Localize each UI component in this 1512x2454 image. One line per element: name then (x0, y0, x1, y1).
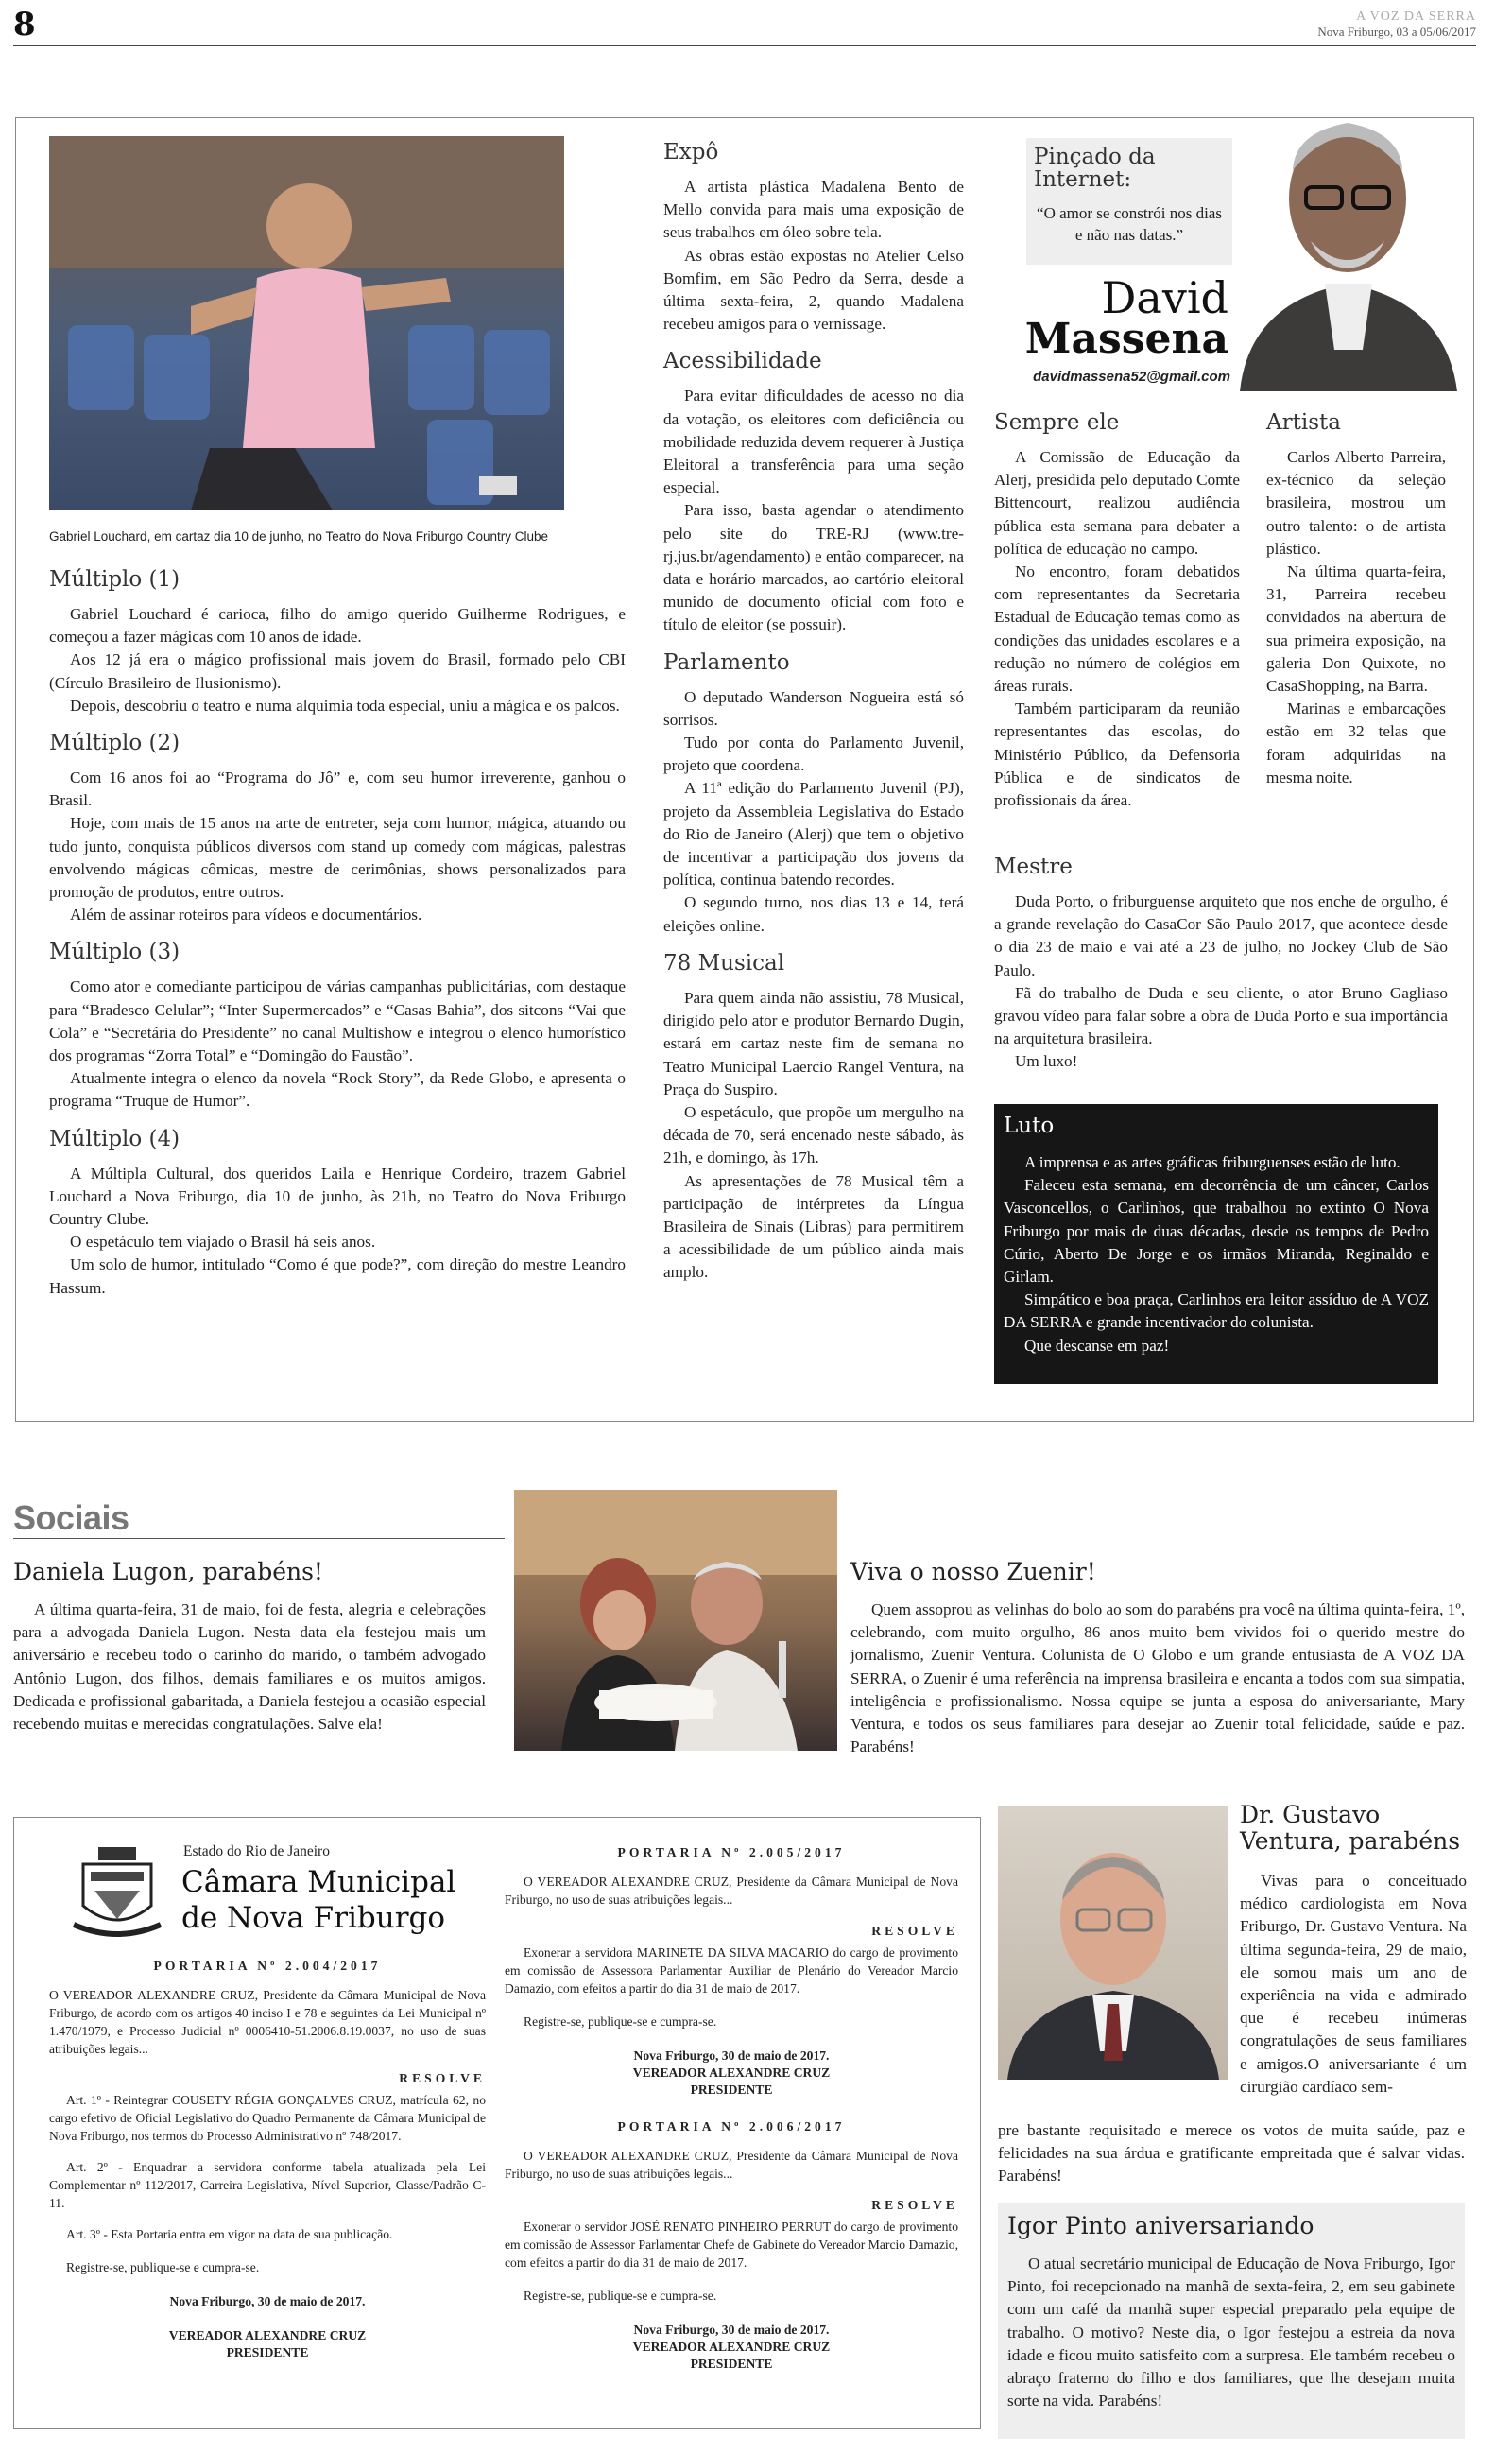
mestre-heading: Mestre (994, 855, 1073, 879)
daniela-section (13, 1558, 486, 1736)
musical-heading: 78 Musical (663, 950, 785, 976)
issue-date: Nova Friburgo, 03 a 05/06/2017 (1317, 25, 1476, 39)
camara-name-l1: Câmara Municipal (181, 1865, 456, 1899)
multiplo-2-heading: Múltiplo (2) (49, 731, 180, 756)
multiplo-1-p2: Aos 12 já era o mágico profissional mais jovem do Brasil, formado pelo CBI (Círculo Brasileiro de Ilusionismo). (49, 650, 626, 692)
musical-p3: As apresentações de 78 Musical têm a participação de intérpretes da Língua Brasileira de Sinais (Libras) para permitirem a acessibilidade de um público ainda mais amplo. (663, 1171, 964, 1282)
artista-p1: Carlos Alberto Parreira, ex-técnico da seleção brasileira, mostrou um outro talento: o de artista plástico. (1266, 448, 1446, 558)
multiplo-1-p1: Gabriel Louchard é carioca, filho do amigo querido Guilherme Rodrigues, e começou a fazer mágicas com 10 anos de idade. (49, 605, 626, 647)
multiplo-1-heading: Múltiplo (1) (49, 567, 180, 592)
luto-box (994, 1104, 1438, 1384)
columnist-name-last: Massena (1024, 315, 1228, 363)
portaria-2006-body: Exonerar o servidor JOSÉ RENATO PINHEIRO PERRUT do cargo de provimento em comissão de Assessor Parlamentar Chefe de Gabinete do Vereador Marcio Damazio, com efeitos a partir do dia 31 de maio de 2017. (505, 2220, 958, 2270)
gustavo-text-2: pre bastante requisitado e merece os votos de muita saúde, paz e felicidades na sua árdua e gratificante empreitada que é salvar vidas. Parabéns! (998, 2121, 1465, 2186)
portaria-2004-date: Nova Friburgo, 30 de maio de 2017. (169, 2294, 366, 2308)
portaria-2006-resolve: RESOLVE (871, 2198, 958, 2212)
sempre-ele-heading: Sempre ele (994, 410, 1120, 435)
header-rule (13, 45, 1476, 46)
zuenir-section (850, 1558, 1465, 1758)
columnist-photo-art (1221, 66, 1474, 391)
pincado-quote: “O amor se constrói nos dias e não nas datas.” (1037, 204, 1222, 244)
mestre-p1: Duda Porto, o friburguense arquiteto que nos enche de orgulho, é a grande revelação do CasaCor São Paulo 2017, que acontece desde o dia 23 de maio e vai até a 23 de julho, no Jockey Club de São Paulo. (994, 892, 1448, 979)
pincado-title: Pinçado da Internet: (1034, 145, 1156, 192)
portaria-2005-body: Exonerar a servidora MARINETE DA SILVA MACARIO do cargo de provimento em comissão de Assessora Parlamentar Auxiliar de Plenário do Vereador Marcio Damazio, com efeitos a partir do dia 31 de maio de 2017. (505, 1945, 958, 1996)
gustavo-photo-art (998, 1806, 1228, 2080)
portaria-2006-signer: VEREADOR ALEXANDRE CRUZ (632, 2340, 831, 2354)
portaria-2006-title: PORTARIA Nº 2.006/2017 (617, 2119, 846, 2134)
sempre-ele-p2: No encontro, foram debatidos com representantes da Secretaria Estadual de Educação temas como as condições das unidades escolares e a redução no número de colégios em áreas rurais. (994, 562, 1240, 696)
multiplo-2-p2: Hoje, com mais de 15 anos na arte de entreter, seja com humor, mágica, atuando ou tudo junto, conquista públicos diversos com stand up comedy com mágicas, palestras envolvendo mágicas cômicas, mestre de cerimônias, shows personalizados para promoção de produtos, entre outros. (49, 814, 626, 902)
portaria-2004-art2: Art. 2º - Enquadrar a servidora conforme tabela atualizada pela Lei Complementar nº 112/2017, Carreira Legislativa, Nível Superior, Classe/Padrão C-11. (49, 2160, 486, 2210)
col1-text (49, 554, 626, 1300)
portaria-2005-signer: VEREADOR ALEXANDRE CRUZ (632, 2065, 831, 2080)
sociais-rule (13, 1538, 505, 1539)
pincado-box (1026, 138, 1232, 265)
columnist-photo (1221, 66, 1474, 391)
columnist-name-first: David (1101, 272, 1228, 323)
portaria-2006-intro: O VEREADOR ALEXANDRE CRUZ, Presidente da Câmara Municipal de Nova Friburgo, no uso de suas atribuições legais... (505, 2149, 958, 2181)
gustavo-section (1240, 1870, 1467, 2099)
acessibilidade-p1: Para evitar dificuldades de acesso no dia da votação, os eleitores com deficiência ou mobilidade reduzida devem requerer à Justiça Eleitoral a transferência para uma seção especial. (663, 387, 964, 497)
daniela-text: A última quarta-feira, 31 de maio, foi de festa, alegria e celebrações para a advogada Daniela Lugon. Nesta data ela festejou mais um aniversário e recebeu todo o carinho do marido, o também advogado Antônio Lugon, dos filhos, demais familiares e os muitos amigos. Dedicada e profissional gabaritada, a Daniela festejou a ocasião especial recebendo muitas e merecidas congratulações. Salve ela! (13, 1600, 486, 1734)
zuenir-photo-art (514, 1490, 837, 1751)
sempre-ele-p1: A Comissão de Educação da Alerj, presidida pelo deputado Comte Bittencourt, realizou audiência pública esta semana para debater a política de educação no campo. (994, 448, 1240, 558)
expo-p2: As obras estão expostas no Atelier Celso Bomfim, em São Pedro da Serra, desde a última sexta-feira, 2, quando Madalena recebeu amigos para o vernissage. (663, 246, 964, 334)
zuenir-photo (514, 1490, 837, 1751)
sempre-ele-section (994, 403, 1240, 812)
multiplo-3-heading: Múltiplo (3) (49, 940, 180, 965)
page-number: 8 (13, 6, 36, 43)
gustavo-text-1: Vivas para o conceituado médico cardiologista em Nova Friburgo, Dr. Gustavo Ventura. Na última segunda-feira, 29 de maio, ele somou mais um ano de experiência na vida e admirado que é recebeu inúmeras congratulações de seus familiares e amigos.O aniversariante é um cirurgião cardíaco sem- (1240, 1872, 1467, 2096)
igor-heading: Igor Pinto aniversariando (1007, 2212, 1314, 2239)
mestre-section (994, 849, 1448, 1074)
expo-heading: Expô (663, 140, 719, 164)
multiplo-2-p3: Além de assinar roteiros para vídeos e documentários. (70, 906, 422, 925)
luto-p3: Simpático e boa praça, Carlinhos era leitor assíduo de A VOZ DA SERRA e grande incentivador do colunista. (1004, 1290, 1429, 1332)
camara-state: Estado do Rio de Janeiro (183, 1843, 330, 1859)
portaria-2005-intro: O VEREADOR ALEXANDRE CRUZ, Presidente da Câmara Municipal de Nova Friburgo, no uso de suas atribuições legais... (505, 1875, 958, 1907)
portaria-2005-role: PRESIDENTE (690, 2082, 773, 2097)
gustavo-section-cont (998, 2119, 1465, 2188)
parlamento-p3: A 11ª edição do Parlamento Juvenil (PJ), projeto da Assembleia Legislativa do Estado do Rio de Janeiro (Alerj) que tem o objetivo de incentivar a participação dos jovens da política, continua batendo recordes. (663, 779, 964, 890)
acessibilidade-heading: Acessibilidade (663, 349, 822, 374)
parlamento-p2: Tudo por conta do Parlamento Juvenil, projeto que coordena. (663, 734, 964, 775)
masthead: A VOZ DA SERRA (1356, 9, 1476, 24)
portaria-2005 (505, 1843, 958, 2373)
portaria-2005-date: Nova Friburgo, 30 de maio de 2017. (633, 2048, 830, 2063)
multiplo-4-heading: Múltiplo (4) (49, 1126, 180, 1151)
artista-p2: Na última quarta-feira, 31, Parreira recebeu convidados na abertura de sua primeira exposição, na galeria Don Quixote, no CasaShopping, na Barra. (1266, 562, 1446, 696)
zuenir-heading: Viva o nosso Zuenir! (850, 1558, 1096, 1585)
portaria-2004-resolve: RESOLVE (399, 2071, 486, 2085)
sempre-ele-p3: Também participaram da reunião representantes das escolas, do Ministério Público, da Defensoria Pública e de sindicatos de profissionais da área. (994, 700, 1240, 810)
multiplo-3-p1: Como ator e comediante participou de várias campanhas publicitárias, com destaque para “Bradesco Celular”; “Inter Supermercados” e “Casas Bahia”, dos sitcons “Vai que Cola” e “Secretária do Presidente” no canal Multishow e integrou o elenco humorístico dos programas “Zorra Total” e “Domingão do Faustão”. (49, 977, 626, 1065)
expo-p1: A artista plástica Madalena Bento de Mello convida para mais uma exposição de seus trabalhos em óleo sobre tela. (663, 178, 964, 242)
parlamento-p1: O deputado Wanderson Nogueira está só sorrisos. (663, 687, 964, 729)
gustavo-photo (998, 1806, 1228, 2080)
musical-p1: Para quem ainda não assistiu, 78 Musical, dirigido pelo ator e produtor Bernardo Dugin, estará em cartaz neste fim de semana no Teatro Municipal Laercio Rangel Ventura, na Praça do Suspiro. (663, 988, 964, 1098)
mestre-p2: Fã do trabalho de Duda e seu cliente, o ator Bruno Gagliaso gravou vídeo para falar sobre a obra de Duda Porto e sua importância na arquitetura brasileira. (994, 983, 1448, 1048)
col2-text (663, 129, 964, 1285)
zuenir-text: Quem assoprou as velinhas do bolo ao som do parabéns pra você na última quinta-feira, 1º, celebrando, com muito orgulho, 86 anos muito bem vividos foi o querido mestre do jornalismo, Zuenir Ventura. Colunista de O Globo e um grande entusiasta de A VOZ DA SERRA, o Zuenir é uma referência na imprensa brasileira e encanta a todos com sua simpatia, inteligência e profissionalismo. Nossa equipe se junta a esposa do aniversariante, Mary Ventura, e todos os seus familiares para desejar ao Zuenir total felicidade, saúde e paz. Parabéns! (850, 1600, 1465, 1756)
camara-crest (70, 1843, 164, 1944)
igor-text: O atual secretário municipal de Educação de Nova Friburgo, Igor Pinto, foi recepcionado na manhã de sexta-feira, 2, em seu gabinete com um café da manhã super especial preparado pela equipe de trabalho. O motivo? Neste dia, o Igor festejou a estreia da nova idade e ficou muito satisfeito com a surpresa. Ele também recebeu o abraço fraterno do filho e dos familiares, que lhe desejam muita sorte na vida. Parabéns! (1007, 2255, 1455, 2411)
parlamento-heading: Parlamento (663, 649, 790, 675)
portaria-2004 (49, 1957, 486, 2361)
igor-box (998, 2203, 1465, 2439)
portaria-2004-art3: Art. 3º - Esta Portaria entra em vigor na data de sua publicação. (66, 2227, 393, 2241)
portaria-2005-title: PORTARIA Nº 2.005/2017 (617, 1845, 846, 1859)
multiplo-4-p2: O espetáculo tem viajado o Brasil há seis anos. (70, 1233, 376, 1252)
artista-p3: Marinas e embarcações estão em 32 telas que foram adquiridas na mesma noite. (1266, 700, 1446, 786)
portaria-2004-intro: O VEREADOR ALEXANDRE CRUZ, Presidente da Câmara Municipal de Nova Friburgo, de acordo com os artigos 40 inciso I e 78 e seguintes da Lei Municipal nº 1.470/1979, e Processo Judicial nº 0006410-51.2006.8.19.0037, no uso de suas atribuições legais... (49, 1988, 486, 2056)
luto-p4: Que descanse em paz! (1024, 1336, 1170, 1355)
portaria-2004-registre: Registre-se, publique-se e cumpra-se. (66, 2260, 260, 2274)
columnist-email: davidmassena52@gmail.com (1033, 369, 1230, 385)
portaria-2004-role: PRESIDENTE (226, 2345, 309, 2359)
luto-p1: A imprensa e as artes gráficas friburguenses estão de luto. (1024, 1153, 1400, 1171)
sociais-label: Sociais (13, 1498, 129, 1537)
portaria-2004-title: PORTARIA Nº 2.004/2017 (153, 1959, 382, 1973)
gabriel-photo-art (49, 136, 564, 510)
multiplo-4-p1: A Múltipla Cultural, dos queridos Laila e Henrique Cordeiro, trazem Gabriel Louchard a Nova Friburgo, dia 10 de junho, às 21h, no Teatro do Nova Friburgo Country Clube. (49, 1164, 626, 1229)
portaria-2005-resolve: RESOLVE (871, 1924, 958, 1938)
parlamento-p4: O segundo turno, nos dias 13 e 14, terá eleições online. (663, 893, 964, 935)
multiplo-2-p1: Com 16 anos foi ao “Programa do Jô” e, com seu humor irreverente, ganhou o Brasil. (49, 769, 626, 810)
portaria-2004-signer: VEREADOR ALEXANDRE CRUZ (168, 2328, 367, 2342)
gabriel-photo (49, 136, 564, 510)
artista-heading: Artista (1266, 410, 1341, 435)
portaria-2004-art1: Art. 1º - Reintegrar COUSETY RÉGIA GONÇALVES CRUZ, matrícula 62, no cargo efetivo de Oficial Legislativo do Quadro Permanente da Câmara Municipal de Nova Friburgo, nos termos do Processo Administrativo nº 748/2017. (49, 2093, 486, 2143)
luto-heading: Luto (1004, 1114, 1055, 1138)
crest-icon (70, 1843, 164, 1944)
daniela-heading: Daniela Lugon, parabéns! (13, 1558, 323, 1585)
portaria-2006-role: PRESIDENTE (690, 2357, 773, 2371)
multiplo-4-p3: Um solo de humor, intitulado “Como é que pode?”, com direção do mestre Leandro Hassum. (49, 1255, 626, 1297)
multiplo-3-p2: Atualmente integra o elenco da novela “Rock Story”, da Rede Globo, e apresenta o programa “Truque de Humor”. (49, 1069, 626, 1111)
camara-name-l2: de Nova Friburgo (181, 1901, 446, 1935)
photo-caption: Gabriel Louchard, em cartaz dia 10 de junho, no Teatro do Nova Friburgo Country Clube (49, 529, 549, 544)
multiplo-1-p3: Depois, descobriu o teatro e numa alquimia toda especial, uniu a mágica e os palcos. (70, 696, 620, 715)
portaria-2006-date: Nova Friburgo, 30 de maio de 2017. (633, 2323, 830, 2337)
mestre-p3: Um luxo! (1015, 1052, 1078, 1071)
musical-p2: O espetáculo, que propõe um mergulho na década de 70, será encenado neste sábado, às 21h, e domingo, às 17h. (663, 1102, 964, 1167)
portaria-2006-registre: Registre-se, publique-se e cumpra-se. (524, 2289, 717, 2303)
luto-p2: Faleceu esta semana, em decorrência de um câncer, Carlos Vasconcellos, o Carlinhos, que trabalhou no extinto O Nova Friburgo por mais de duas décadas, desde os tempos de Pedro Cúrio, Aberto De Jorge e os irmãos Miranda, Reginaldo e Girlam. (1004, 1176, 1429, 1287)
portaria-2005-registre: Registre-se, publique-se e cumpra-se. (524, 2014, 717, 2029)
gustavo-heading: Dr. Gustavo Ventura, parabéns (1240, 1801, 1461, 1855)
artista-section (1266, 403, 1446, 789)
acessibilidade-p2: Para isso, basta agendar o atendimento pelo site do TRE-RJ (www.tre-rj.jus.br/agendamento) e então comparecer, na data e horário marcados, ao cartório eleitoral munido de documento oficial com foto e título de eleitor (se possuir). (663, 501, 964, 634)
